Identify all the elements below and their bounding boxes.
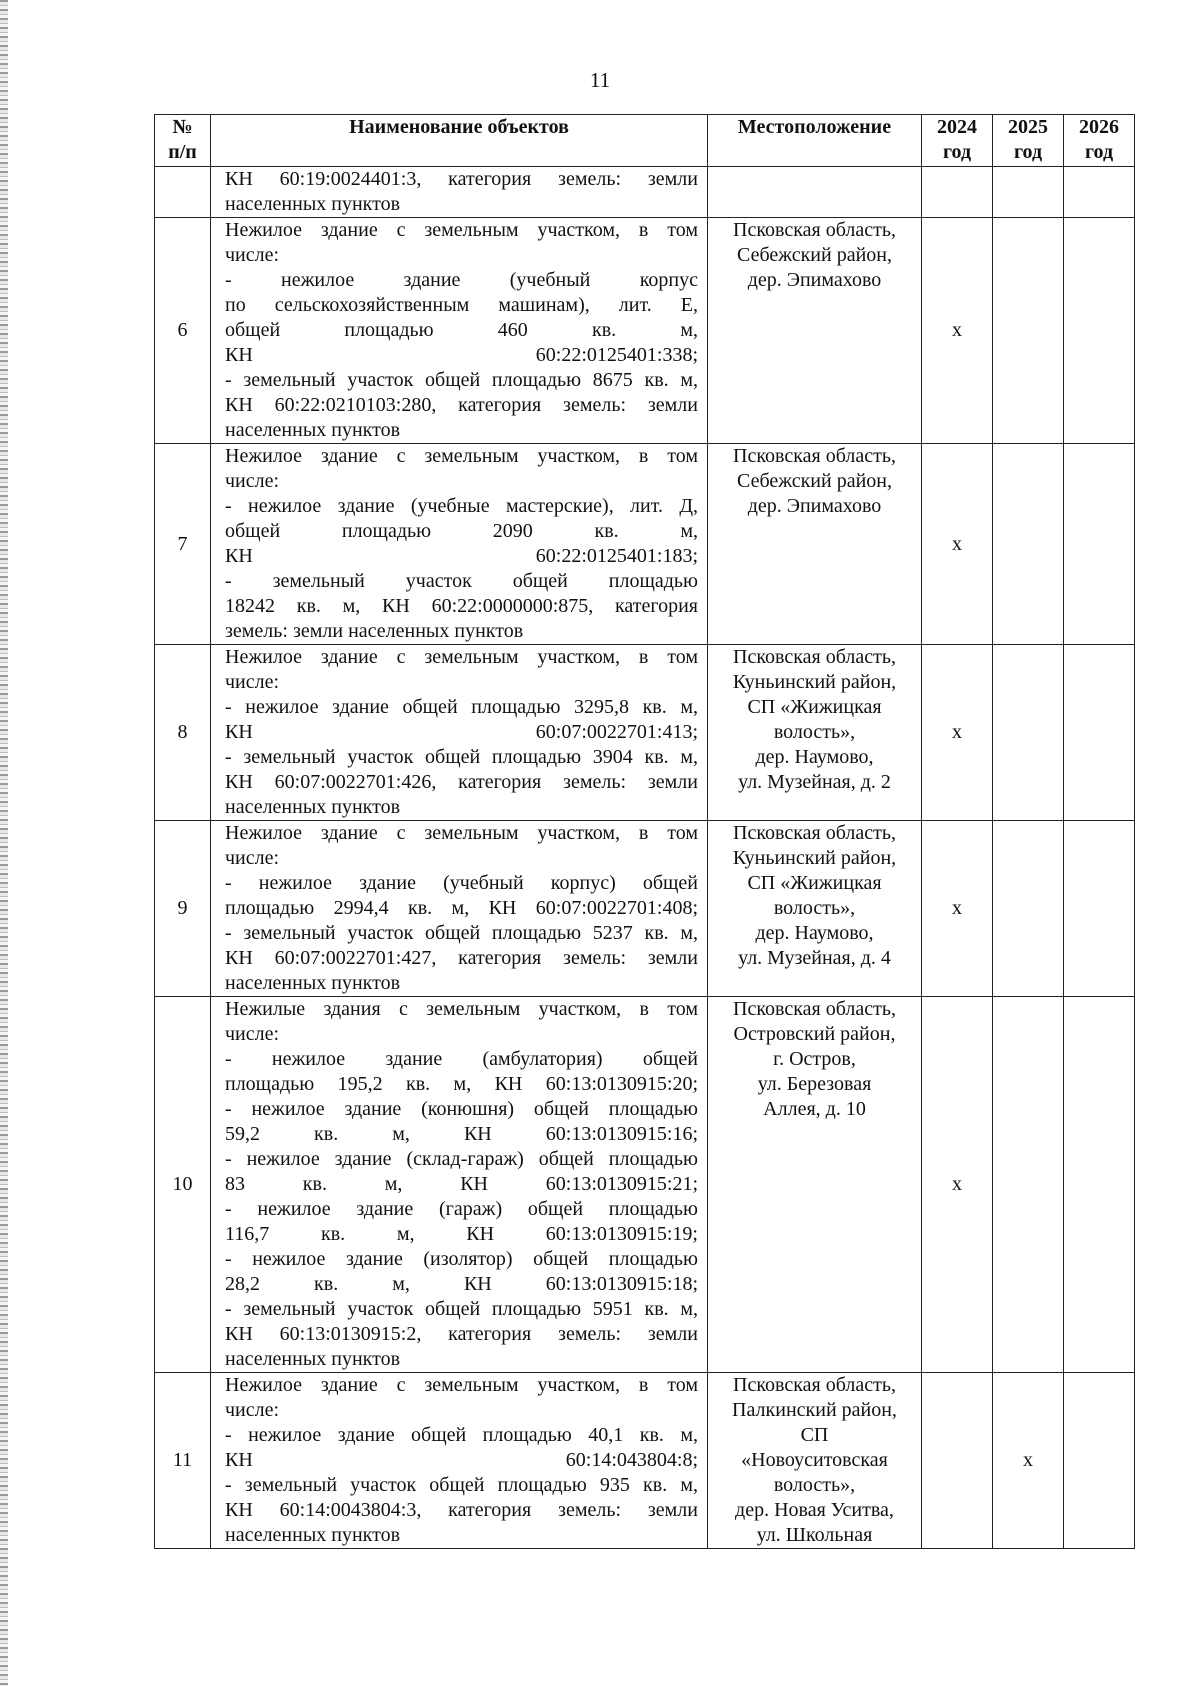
year-mark-2025 [993,645,1064,821]
object-name-line: - земельный участок общей площадью [225,570,698,592]
object-location-line: дер. Наумово, [755,746,874,768]
object-location [708,997,922,1373]
object-name-line: КН 60:07:0022701:427, категория земель: земли [225,947,698,969]
object-location-line: «Новоуситовская [741,1449,888,1471]
header-2026-year: 2026 [1079,116,1119,138]
year-mark-2024 [922,1373,993,1549]
header-num [155,115,211,167]
header-2026-label: год [1084,141,1114,163]
row-number: 8 [155,645,211,821]
object-name [211,645,708,821]
object-name-line: числе: [225,671,280,693]
header-2024-label: год [942,141,972,163]
object-location-line: Островский район, [733,1023,896,1045]
object-name-line: - нежилое здание (конюшня) общей площадью [225,1098,698,1120]
year-mark-2024: х [922,997,993,1373]
object-name-line: КН 60:19:0024401:3, категория земель: земли [225,168,698,190]
object-name-line: площадью 195,2 кв. м, КН 60:13:0130915:20; [225,1073,698,1095]
object-name-line: - нежилое здание общей площадью 3295,8 кв. м, [225,696,698,718]
object-location-line: волость», [773,897,856,919]
object-name-line: Нежилое здание с земельным участком, в том [225,646,698,668]
object-location-line: Псковская область, [733,822,896,844]
header-2024 [922,115,993,167]
year-mark-2026 [1064,997,1135,1373]
object-name-line: - земельный участок общей площадью 5951 кв. м, [225,1298,698,1320]
page-number: 11 [589,68,611,92]
object-location-line: Куньинский район, [732,671,897,693]
object-location [708,218,922,444]
object-location-line: Себежский район, [737,470,892,492]
scan-edge [0,0,8,1686]
object-name-line: - нежилое здание (учебные мастерские), лит. Д, [225,495,698,517]
object-name-line: 83 кв. м, КН 60:13:0130915:21; [225,1173,698,1195]
object-name-line: КН 60:22:0125401:338; [225,344,698,366]
object-name [211,218,708,444]
object-name-line: общей площадью 460 кв. м, [225,319,698,341]
header-2025 [993,115,1064,167]
object-location-line: ул. Музейная, д. 4 [738,947,891,969]
object-name-line: населенных пунктов [225,1348,401,1370]
object-location-line: дер. Новая Уситва, [735,1499,894,1521]
object-name-line: Нежилые здания с земельным участком, в том [225,998,698,1020]
object-location-line: Псковская область, [733,445,896,467]
header-2024-year: 2024 [937,116,977,138]
object-name-line: КН 60:14:0043804:3, категория земель: земли [225,1499,698,1521]
object-name-line: 116,7 кв. м, КН 60:13:0130915:19; [225,1223,698,1245]
year-mark-2025: х [993,1373,1064,1549]
object-location-line: СП [800,1424,829,1446]
object-name-line: Нежилое здание с земельным участком, в том [225,445,698,467]
object-name-line: Нежилое здание с земельным участком, в том [225,219,698,241]
object-name-line: 18242 кв. м, КН 60:22:0000000:875, категория [225,595,698,617]
object-name-line: 28,2 кв. м, КН 60:13:0130915:18; [225,1273,698,1295]
object-name-line: числе: [225,1399,280,1421]
year-mark-2025 [993,997,1064,1373]
row-number: 9 [155,821,211,997]
object-location-line: волость», [773,721,856,743]
object-name-line: КН 60:07:0022701:426, категория земель: земли [225,771,698,793]
year-mark-2024 [922,167,993,218]
object-name-line: КН 60:13:0130915:2, категория земель: земли [225,1323,698,1345]
year-mark-2024: х [922,645,993,821]
object-name-line: КН 60:14:043804:8; [225,1449,698,1471]
object-name-line: - нежилое здание общей площадью 40,1 кв. м, [225,1424,698,1446]
year-mark-2026 [1064,1373,1135,1549]
object-location-line: Себежский район, [737,244,892,266]
object-name-line: числе: [225,1023,280,1045]
object-location [708,821,922,997]
object-name [211,997,708,1373]
year-mark-2025 [993,167,1064,218]
object-name-line: - нежилое здание (гараж) общей площадью [225,1198,698,1220]
object-name-line: КН 60:07:0022701:413; [225,721,698,743]
table-row [155,444,1135,645]
object-name-line: населенных пунктов [225,419,401,441]
object-name-line: числе: [225,244,280,266]
year-mark-2026 [1064,167,1135,218]
header-2026 [1064,115,1135,167]
year-mark-2024: х [922,821,993,997]
year-mark-2025 [993,821,1064,997]
object-location-line: Псковская область, [733,998,896,1020]
year-mark-2026 [1064,444,1135,645]
header-num-line1: № [172,116,193,138]
table-header-row [155,115,1135,167]
header-name: Наименование объектов [211,115,708,167]
object-name-line: - земельный участок общей площадью 5237 кв. м, [225,922,698,944]
object-name-line: населенных пунктов [225,1524,401,1546]
object-name-line: - нежилое здание (учебный корпус [225,269,698,291]
object-location-line: Псковская область, [733,1374,896,1396]
object-name-line: площадью 2994,4 кв. м, КН 60:07:0022701:408; [225,897,698,919]
object-name-line: - земельный участок общей площадью 3904 кв. м, [225,746,698,768]
object-location-line: дер. Эпимахово [747,269,882,291]
object-name-line: земель: земли населенных пунктов [225,620,524,642]
table-row [155,645,1135,821]
table-row [155,821,1135,997]
object-name-line: - нежилое здание (учебный корпус) общей [225,872,698,894]
object-name [211,821,708,997]
object-name-line: населенных пунктов [225,972,401,994]
table-body [155,167,1135,1549]
object-name-line: числе: [225,847,280,869]
row-number: 7 [155,444,211,645]
object-location [708,444,922,645]
object-name-line: КН 60:22:0125401:183; [225,545,698,567]
row-number: 10 [155,997,211,1373]
object-location [708,1373,922,1549]
object-location-line: дер. Наумово, [755,922,874,944]
row-number: 11 [155,1373,211,1549]
object-location-line: ул. Березовая [757,1073,872,1095]
object-name-line: Нежилое здание с земельным участком, в том [225,1374,698,1396]
object-location-line: дер. Эпимахово [747,495,882,517]
object-name-line: Нежилое здание с земельным участком, в том [225,822,698,844]
object-location-line: СП «Жижицкая [747,696,882,718]
object-location-line: ул. Школьная [756,1524,873,1546]
objects-table [154,114,1135,1549]
table-row [155,1373,1135,1549]
object-name-line: по сельскохозяйственным машинам), лит. Е, [225,294,698,316]
year-mark-2025 [993,444,1064,645]
object-location-line: г. Остров, [773,1048,856,1070]
object-name-line: населенных пунктов [225,796,401,818]
object-location-line: Псковская область, [733,646,896,668]
object-location-line: ул. Музейная, д. 2 [738,771,891,793]
object-name-line: - земельный участок общей площадью 8675 кв. м, [225,369,698,391]
year-mark-2026 [1064,821,1135,997]
row-number [155,167,211,218]
object-location-line: волость», [773,1474,856,1496]
object-name-line: населенных пунктов [225,193,401,215]
object-name [211,1373,708,1549]
object-name-line: - нежилое здание (амбулатория) общей [225,1048,698,1070]
header-2025-label: год [1013,141,1043,163]
object-name-line: - земельный участок общей площадью 935 кв. м, [225,1474,698,1496]
object-location-line: Псковская область, [733,219,896,241]
year-mark-2024: х [922,218,993,444]
header-num-line2: п/п [168,141,197,163]
object-location-line: Аллея, д. 10 [763,1098,866,1120]
object-name-line: 59,2 кв. м, КН 60:13:0130915:16; [225,1123,698,1145]
object-location [708,645,922,821]
object-location [708,167,922,218]
year-mark-2024: х [922,444,993,645]
object-name [211,167,708,218]
year-mark-2026 [1064,645,1135,821]
table-row [155,218,1135,444]
row-number: 6 [155,218,211,444]
year-mark-2026 [1064,218,1135,444]
header-location: Местоположение [708,115,922,167]
object-location-line: СП «Жижицкая [747,872,882,894]
object-name-line: - нежилое здание (изолятор) общей площадью [225,1248,698,1270]
object-name-line: КН 60:22:0210103:280, категория земель: земли [225,394,698,416]
object-name-line: числе: [225,470,280,492]
object-location-line: Палкинский район, [732,1399,897,1421]
object-location-line: Куньинский район, [732,847,897,869]
header-2025-year: 2025 [1008,116,1048,138]
object-name-line: общей площадью 2090 кв. м, [225,520,698,542]
object-name [211,444,708,645]
object-name-line: - нежилое здание (склад-гараж) общей площадью [225,1148,698,1170]
table-row [155,167,1135,218]
table-row [155,997,1135,1373]
year-mark-2025 [993,218,1064,444]
